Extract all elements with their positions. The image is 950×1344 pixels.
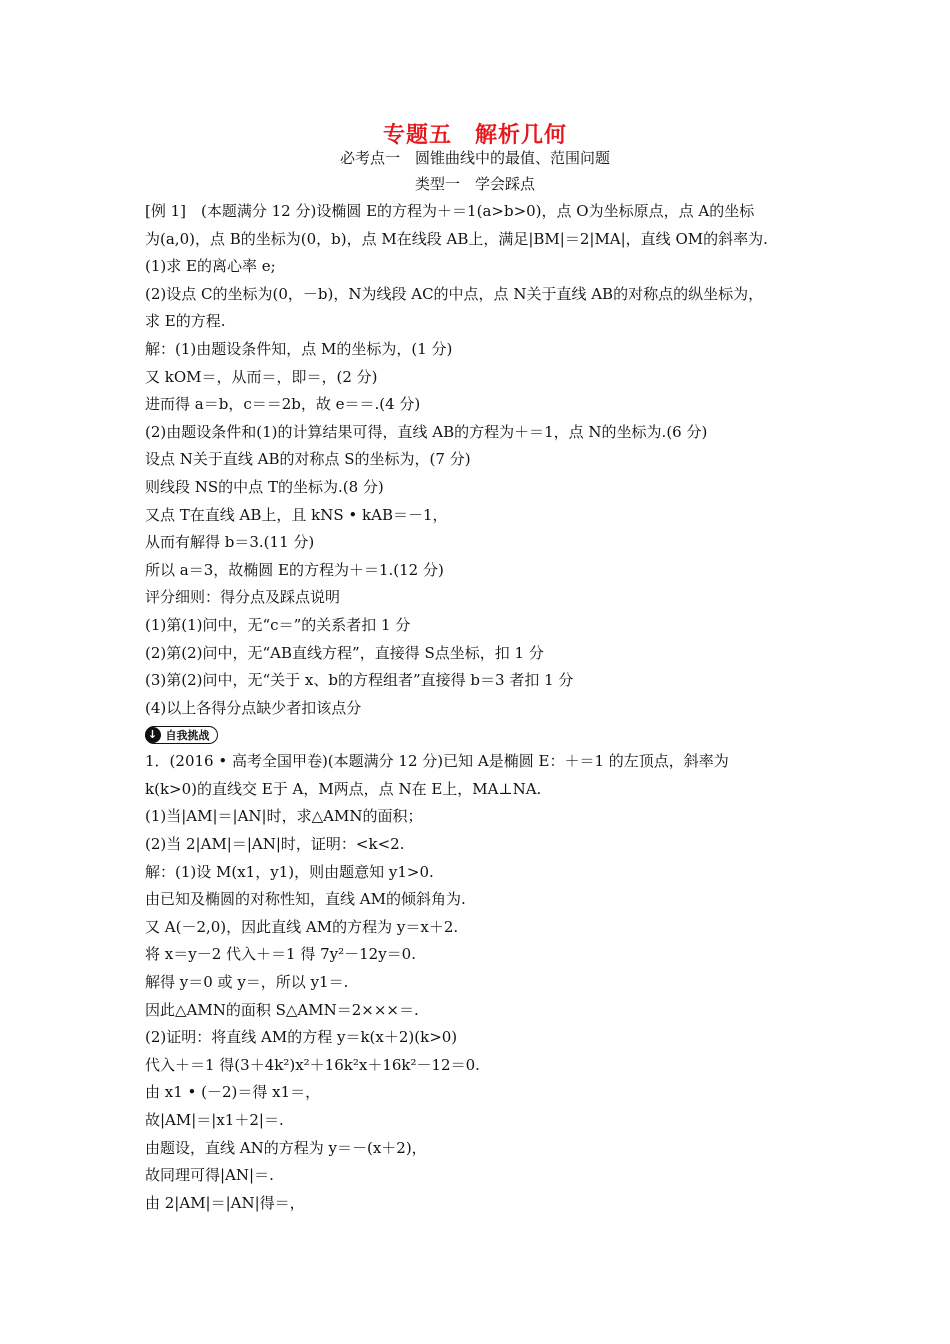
- text-line: 评分细则：得分点及踩点说明: [145, 588, 341, 607]
- document-body: [145, 198, 815, 1217]
- text-line: [例 1] (本题满分 12 分)设椭圆 E的方程为＋＝1(a>b>0)，点 O为坐标原点，点 A的坐标: [145, 202, 755, 220]
- self-challenge-badge: [145, 726, 218, 744]
- text-line: k(k>0)的直线交 E于 A，M两点，点 N在 E上，MA⊥NA.: [145, 779, 542, 798]
- self-challenge-row: [145, 724, 815, 746]
- text-line: 求 E的方程.: [145, 312, 226, 331]
- text-line: 进而得 a＝b，c＝＝2b，故 e＝＝.(4 分): [145, 395, 421, 414]
- text-line: 又点 T在直线 AB上，且 kNS • kAB＝－1，: [145, 505, 448, 524]
- text-line: (2)当 2|AM|＝|AN|时，证明：<k<2.: [145, 835, 405, 854]
- text-line: (2)设点 C的坐标为(0，－b)，N为线段 AC的中点，点 N关于直线 AB的对称点的纵坐标为，: [145, 284, 764, 303]
- text-line: (1)当|AM|＝|AN|时，求△AMN的面积；: [145, 807, 423, 826]
- text-line: 从而有解得 b＝3.(11 分): [145, 533, 315, 552]
- text-line: 故同理可得|AN|＝.: [145, 1166, 274, 1185]
- subsection-heading: 类型一 学会踩点: [414, 175, 535, 193]
- text-line: 则线段 NS的中点 T的坐标为.(8 分): [145, 477, 384, 496]
- text-line: 解：(1)由题设条件知，点 M的坐标为，(1 分): [145, 339, 453, 358]
- text-line: 代入＋＝1 得(3＋4k²)x²＋16k²x＋16k²－12＝0.: [145, 1055, 480, 1074]
- text-line: 1．(2016 • 高考全国甲卷)(本题满分 12 分)已知 A是椭圆 E：＋＝1 的左顶点，斜率为: [145, 752, 729, 771]
- text-line: 由 x1 • (－2)＝得 x1＝，: [145, 1083, 321, 1102]
- text-line: 由已知及椭圆的对称性知，直线 AM的倾斜角为.: [145, 890, 466, 909]
- text-line: (4)以上各得分点缺少者扣该点分: [145, 698, 362, 717]
- text-line: (3)第(2)问中，无“关于 x、b的方程组者”直接得 b＝3 者扣 1 分: [145, 671, 574, 690]
- text-line: 又 kOM＝，从而＝，即＝，(2 分): [145, 367, 378, 386]
- text-line: 又 A(－2,0)，因此直线 AM的方程为 y＝x＋2.: [145, 917, 459, 936]
- text-line: 因此△AMN的面积 S△AMN＝2×××＝.: [145, 1000, 419, 1019]
- text-line: (2)证明：将直线 AM的方程 y＝k(x＋2)(k>0): [145, 1028, 458, 1047]
- text-line: 所以 a＝3，故椭圆 E的方程为＋＝1.(12 分): [145, 560, 444, 579]
- text-line: 为(a,0)，点 B的坐标为(0，b)，点 M在线段 AB上，满足|BM|＝2|MA|，直线 OM的斜率为.: [145, 229, 768, 248]
- section-heading: 必考点一 圆锥曲线中的最值、范围问题: [339, 149, 610, 167]
- text-line: 将 x＝y－2 代入＋＝1 得 7y²－12y＝0.: [145, 945, 416, 964]
- text-line: 解：(1)设 M(x1，y1)，则由题意知 y1>0.: [145, 862, 434, 881]
- badge-label: 自我挑战: [165, 729, 210, 743]
- text-line: (1)第(1)问中，无“c＝”的关系者扣 1 分: [145, 615, 411, 634]
- text-line: 设点 N关于直线 AB的对称点 S的坐标为，(7 分): [145, 450, 471, 469]
- text-line: (2)第(2)问中，无“AB直线方程”，直接得 S点坐标，扣 1 分: [145, 643, 544, 662]
- text-line: 故|AM|＝|x1＋2|＝.: [145, 1111, 284, 1129]
- text-line: 由 2|AM|＝|AN|得＝，: [145, 1193, 305, 1212]
- text-line: (1)求 E的离心率 e;: [145, 257, 276, 276]
- page-title: 专题五 解析几何: [382, 123, 567, 148]
- text-line: 解得 y＝0 或 y＝，所以 y1＝.: [145, 973, 349, 992]
- text-line: 由题设，直线 AN的方程为 y＝－(x＋2)，: [145, 1138, 427, 1157]
- down-arrow-circle-icon: ↓: [145, 727, 161, 743]
- text-line: (2)由题设条件和(1)的计算结果可得，直线 AB的方程为＋＝1，点 N的坐标为.(6 分): [145, 422, 708, 441]
